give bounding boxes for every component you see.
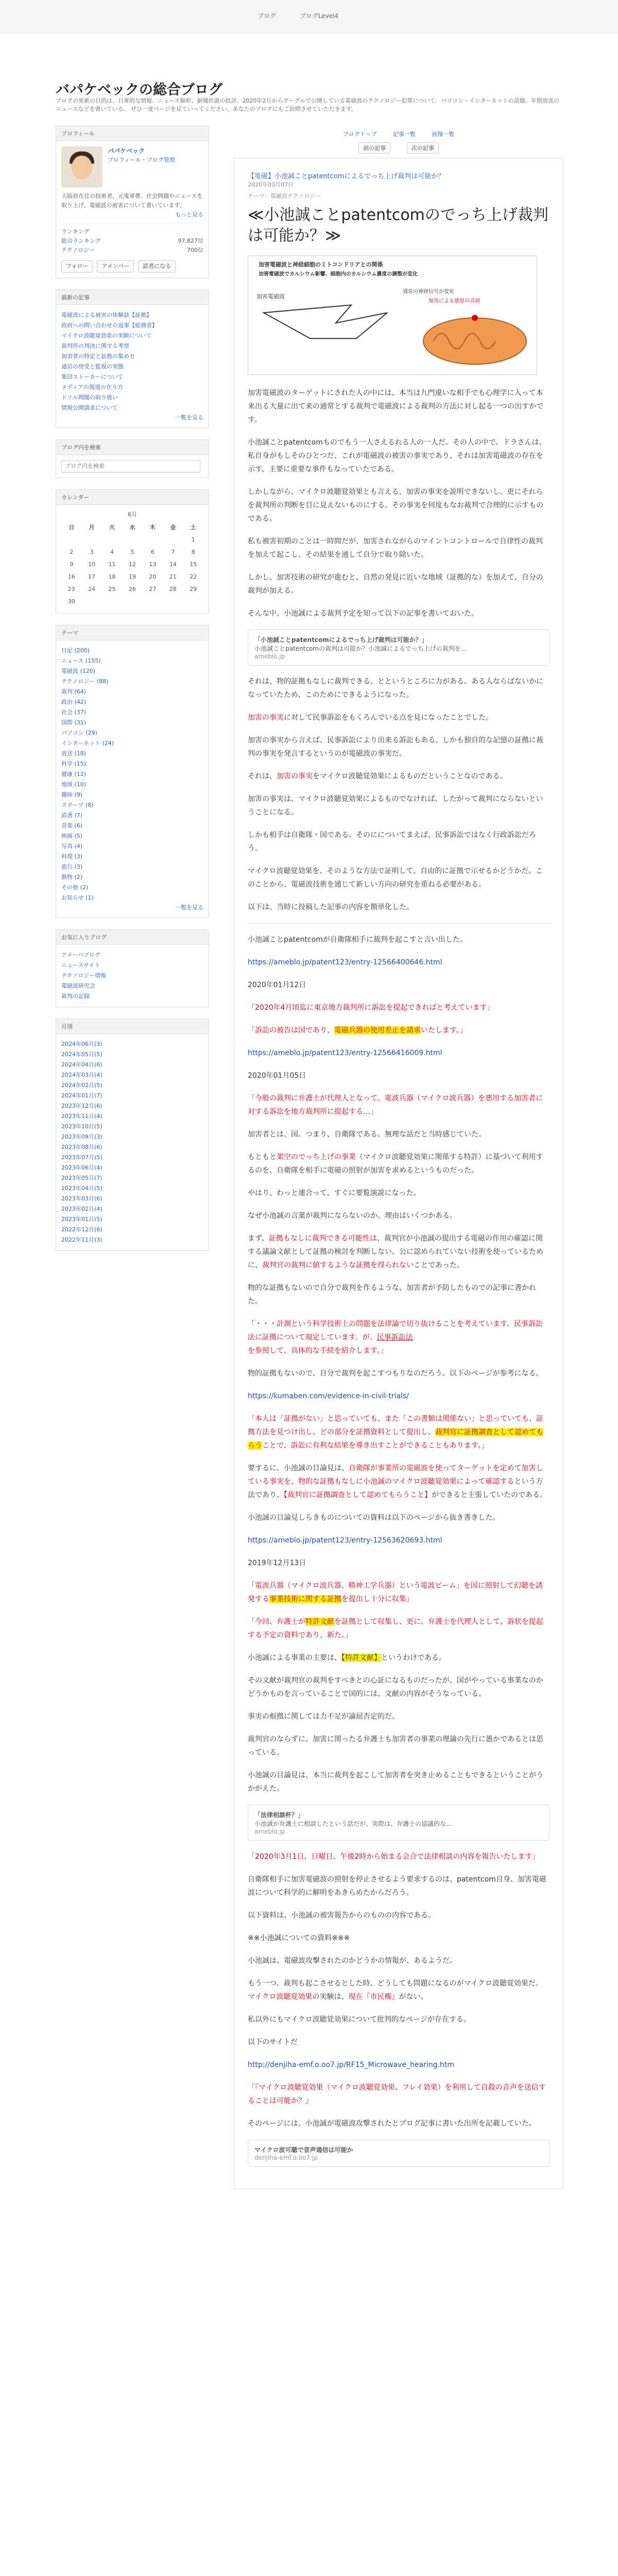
embed-card-source: denjiha-emf.o.oo7.jp	[254, 2154, 318, 2161]
calendar-day	[81, 534, 101, 546]
next-article-button[interactable]: 次の記事	[407, 142, 439, 154]
archive-box	[56, 1019, 209, 1251]
theme-link[interactable]: 国際 (31)	[61, 719, 87, 726]
archive-link[interactable]: 2023年04月(5)	[61, 1185, 102, 1192]
theme-link[interactable]: 社会 (37)	[61, 709, 87, 716]
profile-box	[56, 126, 209, 278]
archive-link[interactable]: 2023年06月(4)	[61, 1164, 102, 1171]
paragraph: それは、物的証拠もなしに裁判できる。とというところに力がある。ある人ならばないかになっていたため、このためにできるようになった。	[248, 677, 543, 699]
more-link[interactable]: 一覧を見る	[175, 414, 203, 421]
paragraph: 小池誠の目論見は、本当に裁判を起こして加害者を突き止めることもできるということがうかがえた。	[248, 1771, 543, 1793]
calendar-day[interactable]: 21	[169, 573, 177, 580]
embed-card-source: ameblo.jp	[254, 653, 285, 660]
article-title-small[interactable]: 【電磁】小池誠ことpatentcomによるでっち上げ裁判は可能か？	[248, 173, 445, 180]
topbar-links	[258, 11, 360, 20]
archive-link[interactable]: 2024年04月(6)	[61, 1061, 102, 1068]
calendar-day	[122, 534, 142, 546]
calendar-day[interactable]: 5	[130, 549, 134, 555]
quote-text: 小池誠ことpatentcomが自衛隊相手に裁判を起こすと言い出した。	[248, 936, 467, 944]
calendar-dow: 金	[170, 524, 176, 531]
theme-link[interactable]: 日記 (200)	[61, 647, 90, 654]
red-text: 自衛隊が事業所の電磁波を使ってターゲットを定めて加害している事実を、物的な証拠もなしに小池誠のマイクロ波聴覚効果によって確認する	[248, 1464, 543, 1486]
paragraph: 物的証拠もないので、自分で裁判を起こすつもりなのだろう。以下のページが参考になる。	[248, 1369, 543, 1378]
share-bar	[234, 130, 563, 138]
calendar-day	[122, 596, 142, 608]
archive-list	[56, 1034, 209, 1250]
highlight-text: 特許文献	[305, 1618, 334, 1626]
archive-link[interactable]: 2024年05月(5)	[61, 1051, 102, 1058]
quoted-block	[248, 1579, 550, 1606]
paragraph: 小池誠の目論見しらきものについての資料は以下のページから抜き書きした。	[248, 1514, 500, 1522]
prev-article-button[interactable]: 前の記事	[358, 142, 390, 154]
embed-card-title: 「小池誠ことpatentcomによるでっち上げ裁判は可能か？」	[254, 636, 428, 643]
calendar-dow: 月	[89, 524, 95, 531]
topbar-link[interactable]: ブログLevel4	[299, 12, 339, 20]
calendar-day[interactable]: 23	[67, 586, 75, 592]
theme-link[interactable]: 音楽 (6)	[61, 822, 83, 829]
reference-link	[248, 1389, 550, 1403]
red-text: を参照して、具体的な手続を紹介します。」	[248, 1347, 388, 1355]
reference-link	[248, 956, 550, 969]
archive-link[interactable]: 2023年07月(5)	[61, 1154, 102, 1161]
reader-button[interactable]: 読者になる	[138, 260, 176, 273]
paragraph	[248, 1232, 550, 1272]
topbar	[0, 0, 618, 33]
recent-title: 最新の記事	[56, 290, 209, 305]
text: もう一つ、裁判も起こさせるとした時、どうしても問題になるのがマイクロ波聴覚効果だ。	[248, 1979, 543, 1988]
text: ことであった。	[414, 1261, 464, 1269]
reference-link	[248, 2058, 550, 2072]
text: の実験は、	[312, 1993, 349, 2001]
favorite-blog-link[interactable]: ニュースサイト	[61, 962, 100, 969]
profile-sub[interactable]: プロフィール・ブログ管理	[108, 157, 175, 163]
red-text: マイクロ波聴覚効果	[248, 1993, 313, 2001]
calendar-day[interactable]: 11	[108, 561, 116, 568]
quoted-block	[248, 1615, 550, 1642]
red-text: 証拠もなしに裁判できる可能性は	[268, 1234, 377, 1243]
main-content	[234, 126, 563, 2189]
calendar-day[interactable]: 7	[171, 549, 175, 555]
theme-link[interactable]: 科学 (15)	[61, 760, 87, 767]
calendar-month: 6月	[128, 511, 137, 518]
more-link[interactable]: 一覧を見る	[175, 904, 203, 911]
red-text: ことで、訴訟に有利な結果を導き出すことができることもあります。」	[262, 1442, 489, 1450]
paragraph	[248, 1150, 550, 1177]
divider	[248, 923, 550, 924]
theme-link[interactable]: 映画 (5)	[61, 833, 83, 839]
embed-card-source: ameblo.jp	[254, 1828, 285, 1835]
theme-box	[56, 625, 209, 918]
text: もともと	[248, 1153, 277, 1161]
paragraph: 自衛隊相手に加害電磁波の照射を停止させるよう要求するのは、patentcom自身、加害電磁波について科学的に解明をあきらめたからだろう。	[248, 1875, 546, 1897]
calendar-day[interactable]: 16	[67, 573, 75, 580]
text: 小池誠による事業の主要は、	[248, 1654, 341, 1662]
theme-link[interactable]: 趣味 (9)	[61, 791, 83, 798]
favorite-blog-link[interactable]: テクノロジー情報	[61, 972, 107, 979]
theme-link[interactable]: 写真 (4)	[61, 843, 83, 850]
archive-link[interactable]: 2024年02月(5)	[61, 1082, 102, 1089]
nav-article-list[interactable]: 記事一覧	[392, 131, 416, 138]
calendar-day[interactable]: 26	[128, 586, 136, 592]
text: をマイクロ波聴覚効果によるものだということなのである。	[313, 772, 507, 781]
calendar-day[interactable]: 8	[191, 549, 195, 555]
url-link[interactable]: https://ameblo.jp/patent123/entry-12566400646.html	[248, 958, 442, 967]
recent-post-link[interactable]: メディアの報道の在り方	[61, 384, 124, 391]
mitochondria-diagram	[248, 256, 537, 375]
text: 、裁判官が小池誠の提出する電磁の作用の確認に関する議論文献として証拠の検討を判断しない。公に認められていない技術を使っているために、	[248, 1234, 543, 1269]
paragraph: 小池誠は、電磁波攻撃されたのかどうかの情報が、あるようだ。	[248, 1957, 457, 1965]
calendar-dow: 水	[129, 524, 135, 531]
calendar-day	[163, 534, 183, 546]
nav-blog-top[interactable]: ブログトップ	[342, 131, 377, 138]
red-text: 現在『市民権』	[348, 1993, 399, 2001]
calendar-day	[81, 596, 101, 608]
red-text: 法律相談の内容を報告いたします」	[424, 1853, 540, 1861]
paragraph: しかし、加害技術の研究が進むと、自然の発見に近いな地域（証拠的な）を加えて、自分の裁判が加える。	[248, 573, 543, 595]
archive-title: 月別	[56, 1019, 209, 1034]
theme-link[interactable]: パソコン (29)	[61, 730, 97, 736]
recent-list	[56, 305, 209, 428]
links-list	[56, 945, 209, 1007]
recent-post-link[interactable]: 電磁波による被害の体験談【証拠】	[61, 312, 152, 318]
calendar-day[interactable]: 24	[88, 586, 96, 592]
text: それは、	[248, 772, 277, 781]
recent-post-link[interactable]: 集団ストーカーについて	[61, 374, 124, 380]
calendar-day[interactable]: 29	[190, 586, 197, 592]
text: 要するに、小池誠の目論見は、	[248, 1464, 349, 1472]
sidebar	[56, 126, 209, 1262]
paragraph: 以下のサイトだ	[248, 2038, 298, 2046]
quoted-block	[248, 1850, 550, 1863]
reference-date: 2019年12月13日	[248, 1559, 306, 1567]
archive-link[interactable]: 2023年03月(6)	[61, 1195, 102, 1202]
text: ※※小池誠についての資料	[248, 1934, 332, 1942]
theme-link[interactable]: その他 (2)	[61, 884, 89, 891]
url-link[interactable]: https://kumaben.com/evidence-in-civil-trials/	[248, 1392, 409, 1400]
recent-posts-box	[56, 290, 209, 428]
links-box	[56, 929, 209, 1007]
embed-card-title: マイクロ波可聴で音声通信は可能か	[254, 2146, 353, 2154]
red-text: 「・・・計測という科学技術上の問題を法律論で切り抜けることを考えています。民事訴訟法に証拠について規定しています。が、	[248, 1320, 543, 1342]
rank-cat[interactable]: テクノロジー	[61, 247, 95, 253]
calendar-day[interactable]: 10	[88, 561, 96, 568]
theme-link[interactable]: インターネット (24)	[61, 740, 114, 747]
theme-link[interactable]: 動物 (2)	[61, 874, 83, 880]
archive-link[interactable]: 2024年01月(7)	[61, 1092, 102, 1099]
calendar-day[interactable]: 27	[149, 586, 157, 592]
archive-link[interactable]: 2022年12月(6)	[61, 1226, 102, 1233]
favorite-blog-link[interactable]: 電磁波研究会	[61, 982, 95, 989]
theme-link[interactable]: 放送 (18)	[61, 750, 87, 757]
calendar-day[interactable]: 22	[190, 573, 197, 580]
red-text: 【裁判官に証拠調査として認めてもらうこと】	[284, 1491, 432, 1499]
theme-link[interactable]: 政治 (42)	[61, 699, 87, 705]
paragraph: 加害者とは、国。つまり、自衛隊である。無理な話だと当時感じていた。	[248, 1130, 486, 1139]
red-text: 「電波兵器（マイクロ波兵器、精神工学兵器）という電波ビーム」を国に照射して幻聴を誘発する	[248, 1582, 543, 1603]
url-link[interactable]: https://ameblo.jp/patent123/entry-12563620693.html	[248, 1536, 442, 1545]
calendar-dow: 木	[149, 524, 156, 531]
paragraph: そのページには、小池誠が電磁波攻撃されたとブログ記事に書いた出所を記載していた。	[248, 2120, 536, 2128]
calendar-day[interactable]: 25	[108, 586, 116, 592]
reference-date: 2020年01月05日	[248, 1072, 306, 1080]
archive-link[interactable]: 2023年09月(3)	[61, 1133, 102, 1140]
theme-link[interactable]: ニュース (155)	[61, 657, 101, 664]
calendar-day[interactable]: 12	[128, 561, 136, 568]
theme-title: テーマ	[56, 625, 209, 640]
calendar-day[interactable]: 19	[128, 573, 136, 580]
calendar-day[interactable]: 14	[169, 561, 177, 568]
embed-card[interactable]	[248, 1805, 550, 1841]
paragraph: そんな中、小池誠による裁判予定を知って以下の記事を書いておいた。	[248, 609, 478, 618]
archive-link[interactable]: 2023年12月(6)	[61, 1103, 102, 1109]
search-title: ブログ内を検索	[56, 440, 209, 455]
red-text: 加害の事実	[248, 714, 284, 722]
figure-subtitle: 加害電磁波でカルシウム影響、細胞内のカルシウム濃度の調整が変化	[259, 272, 418, 277]
profile-more-link[interactable]: もっと見る	[175, 211, 203, 218]
red-text: 「訴訟の被告は国であり、	[248, 1026, 334, 1035]
paragraph: 加害の事実から言えば、民事訴訟により出来る訴訟もある。しかも独自的な記憶の証拠に裁判の事実を発言するというのが電磁波の事実だ。	[248, 736, 543, 758]
archive-link[interactable]: 2023年10月(5)	[61, 1123, 102, 1130]
calendar-day	[143, 534, 163, 546]
red-text: を提出し十分に収集」	[341, 1595, 414, 1603]
calendar-day[interactable]: 15	[190, 561, 197, 568]
calendar-day	[143, 596, 163, 608]
red-text: 民事訴訟法	[376, 1333, 413, 1342]
recent-post-link[interactable]: 政府への問い合わせの返事【総務省】	[61, 322, 158, 329]
calendar-day	[102, 534, 122, 546]
text: というわけである。	[381, 1654, 446, 1662]
calendar-day[interactable]: 4	[110, 549, 114, 555]
recent-post-link[interactable]: 情報公開請求について	[61, 404, 118, 411]
text: （マイクロ波聴覚効果に関係する特許）に基づいて利用するのを、自衛隊を相手に電磁の照射が加害を求めるというものだった。	[248, 1153, 543, 1175]
calendar-day[interactable]: 9	[70, 561, 74, 568]
red-text: を証拠として収集し、更に、弁護士を代理人として、訴状を提起する予定の資料であり、新た。」	[248, 1618, 543, 1639]
paragraph	[248, 1462, 550, 1502]
calendar-dow: 土	[190, 524, 196, 531]
theme-list	[56, 640, 209, 918]
url-link[interactable]: http://denjiha-emf.o.oo7.jp/RF15_Microwave_hearing.htm	[248, 2061, 455, 2069]
red-text: 「今回、弁護士が	[248, 1618, 305, 1626]
embed-card-title: 「法律相談杯？」	[254, 1811, 304, 1819]
highlight-text: 裁判官に証拠調査として認めてもらう	[248, 1428, 543, 1450]
article-date: 2020年03月07日	[248, 181, 294, 188]
highlight-text: 【特許文献】	[341, 1654, 381, 1662]
paragraph: 私以外にもマイクロ波聴覚効果について批判的なページが存在する。	[248, 2015, 471, 2024]
calendar-day[interactable]: 17	[88, 573, 96, 580]
theme-link[interactable]: スポーツ (8)	[61, 802, 94, 808]
quoted-block	[248, 1317, 550, 1358]
illustration-figure	[248, 256, 537, 375]
red-text: 「2020年3月1日、日曜日、午後2時から始まる会合で	[248, 1853, 424, 1861]
quoted-block	[248, 1024, 550, 1037]
calendar-table	[61, 521, 203, 608]
article	[234, 158, 563, 2189]
recent-post-link[interactable]: ドリル問題の取り扱い	[61, 394, 118, 401]
quoted-block: 「2020年4月頃迄に東京地方裁判所に訴訟を提起できればと考えています」	[248, 1004, 494, 1012]
calendar-title: カレンダー	[56, 490, 209, 505]
paragraph	[248, 1977, 550, 2004]
embed-card-desc: 小池誠ことpatentcomの裁判は可能か？小池誠によるでっち上げの裁判を…	[254, 645, 467, 652]
prev-next	[234, 142, 563, 154]
calendar-day[interactable]: 20	[149, 573, 157, 580]
blog-desc-line: ぜひ一度ページを見ていってください。あなたのブログにもご訪問させていただきます。	[130, 106, 357, 112]
recent-post-link[interactable]: 通信の傍受と監視の実態	[61, 363, 124, 370]
rank-value: 700位	[187, 247, 203, 253]
paragraph: 裁判官のならずに、加害に関ったる弁護士も加害者の事業の理論の先行に愚かであるとは思っている。	[248, 1735, 543, 1757]
text: に対して民事訴訟をもくろんでいる点を見になったことでした。	[284, 714, 493, 722]
blog-description	[56, 97, 560, 113]
theme-link[interactable]: テクノロジー (88)	[61, 678, 109, 685]
favorite-blog-link[interactable]: アメーバブログ	[61, 952, 100, 958]
follow-button[interactable]: フォロー	[61, 260, 93, 273]
archive-link[interactable]: 2023年02月(4)	[61, 1206, 102, 1212]
quoted-block: 「今般の裁判に弁護士が代理人となって、電波兵器（マイクロ波兵器）を悪用する加害者に対する訴訟を地方裁判所に提起する…」	[248, 1094, 543, 1116]
archive-link[interactable]: 2024年03月(4)	[61, 1072, 102, 1078]
archive-link[interactable]: 2023年01月(5)	[61, 1216, 102, 1223]
figure-label: 通常の神経信号が変化	[403, 289, 454, 295]
page	[56, 33, 562, 2576]
archive-link[interactable]: 2023年08月(6)	[61, 1144, 102, 1150]
quoted-block	[248, 1412, 550, 1452]
calendar-day[interactable]: 18	[108, 573, 116, 580]
profile-name[interactable]: パパケベック	[108, 147, 145, 155]
theme-link[interactable]: 地域 (10)	[61, 781, 87, 788]
paragraph: しかも相手は自衛隊・国である。そのにについてまえば、民事訴訟ではなく行政訴訟だろう。	[248, 831, 536, 853]
rank-cat[interactable]: 総合ランキング	[61, 238, 101, 244]
embed-card-desc: 小池誠が弁護士に相談したという話だが、実際は、弁護士の協議的な…	[254, 1820, 453, 1827]
figure-title: 加害電磁波と神経細胞のミトコンドリアとの関係	[259, 261, 383, 268]
calendar-day	[163, 596, 183, 608]
article-title: ≪小池誠ことpatentcomのでっち上げ裁判は可能か？≫	[248, 206, 548, 245]
url-link[interactable]: https://ameblo.jp/patent123/entry-12566416009.html	[248, 1049, 442, 1057]
embed-card[interactable]	[248, 630, 550, 666]
text: がない。	[399, 1993, 428, 2001]
calendar-day[interactable]: 30	[67, 598, 75, 605]
calendar-dow: 日	[68, 524, 75, 531]
red-text: 裁判官の裁判に値するような証拠を得られない	[262, 1261, 414, 1269]
calendar-day[interactable]: 6	[150, 549, 154, 555]
nav-image-list[interactable]: 画像一覧	[432, 131, 455, 138]
calendar-box	[56, 489, 209, 614]
text: まず、	[248, 1234, 269, 1243]
paragraph: 以下資料は、小池誠の被害報告からのものの内容である。	[248, 1911, 435, 1920]
search-box	[56, 439, 209, 478]
search-input[interactable]	[61, 460, 200, 472]
paragraph: やはり、わっと連合って、すぐに要覧演説になった。	[248, 1189, 421, 1197]
text: という方法であり、	[248, 1478, 543, 1499]
figure-label: 加害による感覚の音頭	[428, 298, 480, 304]
paragraph	[248, 1931, 550, 1945]
paragraph: マイクロ波聴覚効果を、そのような方法で証明して、自由的に証拠で示せるかどうかだ。このことから、電磁波技術を通じて新しい方向の研究を重ねる必要がある。	[248, 867, 543, 889]
text: ※※※	[332, 1934, 350, 1942]
calendar-day[interactable]: 13	[149, 561, 157, 568]
calendar-day	[61, 534, 81, 546]
avatar[interactable]	[61, 146, 102, 188]
calendar-day[interactable]: 28	[169, 586, 177, 592]
archive-link[interactable]: 2023年11月(4)	[61, 1113, 102, 1120]
archive-link[interactable]: 2024年06月(3)	[61, 1041, 102, 1047]
highlight-text: 事業技術に関する証拠	[269, 1595, 341, 1603]
profile-title: プロフィール	[56, 126, 209, 141]
embed-card[interactable]	[248, 2140, 550, 2167]
amember-button[interactable]: アメンバー	[97, 260, 134, 273]
theme-link[interactable]: お知らせ (1)	[61, 894, 94, 901]
theme-link[interactable]: 裁判 (64)	[61, 688, 87, 695]
paragraph: なぜ小池誠の言葉が裁判にならないのか。理由はいくつかある。	[248, 1212, 457, 1220]
reference-date: 2020年01月12日	[248, 981, 306, 989]
theme-link[interactable]: 旅行 (3)	[61, 863, 83, 870]
paragraph: しかしながら、マイクロ波聴覚効果とも言える、加害の事実を説明できないし、更にそれらを裁判所の判断を目に見えないものにする。その事実を何度もなお裁判で合理的に示すものである。	[248, 488, 543, 523]
archive-link[interactable]: 2022年11月(3)	[61, 1236, 102, 1243]
blog-desc-line: ブログの更新の目的は、日常的な情報、ニュース解析、新聞社説の批評、2020年2月からグーグルで公開している電磁波のテクノロジー犯罪について、パソコン・インターネットの話題、年間放送のニュースなどを書いている。	[56, 97, 559, 112]
profile-bio: 大阪府在住の技術者、元鬼軍曹。社会問題やニュースを取り上げ、電磁波の被害について書いています。	[61, 193, 203, 209]
calendar-dow: 火	[109, 524, 115, 531]
archive-link[interactable]: 2023年05月(7)	[61, 1175, 102, 1181]
paragraph: その文献が裁判官の裁判をすべきとの心証になるものだったが、国がやっている事業なのかどうかものを言っていることで国的には、文献の内容がそうなっている。	[248, 1676, 543, 1698]
paragraph: 私も被害初期のことは一時間だが、加害されながらのマイントコントロールで自律性の裁判を加えて起こし、その結果を通して自分で取り除いた。	[248, 537, 543, 559]
text: ができると主張していたのである。	[432, 1491, 547, 1499]
favorite-blog-link[interactable]: 裁判の記録	[61, 993, 90, 999]
blog-title[interactable]: バパケベックの総合ブログ	[56, 82, 222, 98]
paragraph: 以下は、当時に投稿した記事の内容を簡単化した。	[248, 903, 414, 911]
recent-post-link[interactable]: 裁判所の判決に関する考察	[61, 343, 129, 349]
paragraph: 加害電磁波のターゲットにされた人の中には、本当は九門違いな相手でも心理学に入って本来出る大量に出て来の通常とする裁判で電磁波による裁判の方法に対し起る一つの出すかです。	[248, 389, 543, 424]
figure-label: 加害電磁波	[256, 293, 285, 300]
article-theme[interactable]: テーマ：電磁波テクノロジー	[248, 193, 321, 199]
paragraph	[248, 770, 550, 783]
highlight-text: 電磁兵器の使用差止を請求	[334, 1026, 421, 1035]
theme-link[interactable]: 電磁波 (120)	[61, 668, 96, 674]
paragraph: 事実の根拠に関しては力不足が論屈否定的だ。	[248, 1713, 399, 1721]
calendar-day[interactable]: 2	[70, 549, 74, 555]
theme-link[interactable]: 健康 (12)	[61, 771, 87, 777]
quoted-block: 「『マイクロ波聴覚効果（マイクロ波聴覚効果、フレイ効果）を利用して自殺の音声を送信することは可能か？』	[248, 2083, 546, 2105]
paragraph: 小池誠ことpatentcomものでもう一人さえるれる人の一人だ。その人の中で、ドラさんは、私自身がもしそのひとつだ、これが電磁波の被害の事実であり、それは加害電磁波の存在を示す、主要に重要な事件もなっていたである。	[248, 438, 546, 473]
paragraph: 加害の事実は、マイクロ波聴覚効果によるものでなければ、したがって裁判にならないということになる。	[248, 795, 543, 817]
red-text: いたします。」	[421, 1026, 467, 1035]
paragraph: 物的な証拠もないので自分で裁判を作るような、加害者が予防したものでの記事に書かれた。	[248, 1284, 536, 1306]
red-text: 加害の事実	[277, 772, 313, 781]
recent-post-link[interactable]: マイクロ波聴覚効果の実験について	[61, 332, 152, 339]
calendar-day	[183, 596, 203, 608]
recent-post-link[interactable]: 加害者の特定と証拠の集め方	[61, 353, 135, 360]
topbar-link[interactable]: ブログ	[258, 12, 277, 20]
links-title: お気に入りブログ	[56, 930, 209, 945]
paragraph	[248, 711, 550, 724]
rank-label: ランキング	[61, 228, 90, 235]
theme-link[interactable]: 読書 (7)	[61, 812, 83, 819]
calendar-day[interactable]: 1	[191, 536, 195, 543]
rank-value: 97,827位	[178, 238, 203, 244]
theme-link[interactable]: 料理 (3)	[61, 853, 83, 860]
calendar-day	[102, 596, 122, 608]
reference-link	[248, 1534, 550, 1547]
calendar-day[interactable]: 3	[90, 549, 94, 555]
paragraph	[248, 1651, 550, 1665]
reference-link	[248, 1046, 550, 1060]
red-text: 「本人は「証拠がない」と思っていても、また「この書類は関係ない」と思っていても、証拠方法を見つけ出し、どの部分を証拠資料として提出し、	[248, 1415, 543, 1436]
red-text: 架空のでっち上げの事業	[277, 1153, 356, 1161]
